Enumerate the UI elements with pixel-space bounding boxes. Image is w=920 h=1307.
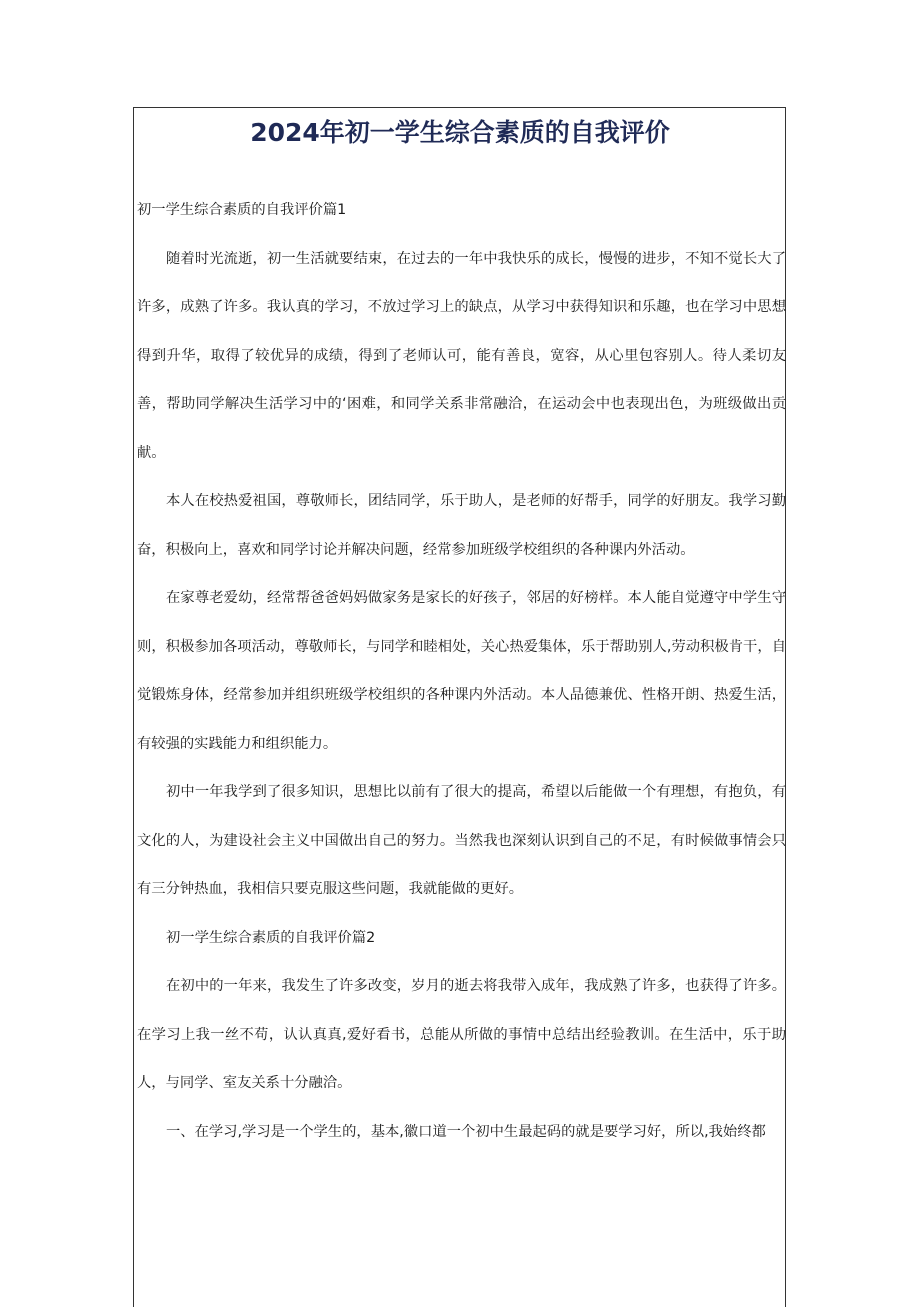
document-body	[137, 186, 786, 1156]
paragraph: 在初中的一年来，我发生了许多改变，岁月的逝去将我带入成年，我成熟了许多，也获得了许多。在学习上我一丝不苟，认认真真,爱好看书，总能从所做的事情中总结出经验教训。在生活中，乐于助人，与同学、室友关系十分融洽。	[137, 978, 786, 1091]
section-heading-1: 初一学生综合素质的自我评价篇1	[137, 202, 347, 218]
paragraph: 初中一年我学到了很多知识，思想比以前有了很大的提高，希望以后能做一个有理想，有抱负，有文化的人，为建设社会主义中国做出自己的努力。当然我也深刻认识到自己的不足，有时候做事情会只有三分钟热血，我相信只要克服这些问题，我就能做的更好。	[137, 784, 786, 897]
document-title: 2024年初一学生综合素质的自我评价	[250, 118, 670, 147]
section-heading-2: 初一学生综合素质的自我评价篇2	[166, 929, 376, 946]
paragraph: 随着时光流逝，初一生活就要结束，在过去的一年中我快乐的成长，慢慢的进步，不知不觉长大了许多，成熟了许多。我认真的学习，不放过学习上的缺点，从学习中获得知识和乐趣，也在学习中思想得到升华，取得了较优异的成绩，得到了老师认可，能有善良，宽容，从心里包容别人。待人柔切友善，帮助同学解决生活学习中的‘困难，和同学关系非常融洽，在运动会中也表现出色，为班级做出贡献。	[137, 250, 786, 461]
paragraph: 一、在学习,学习是一个学生的，基本,徽口道一个初中生最起码的就是要学习好，所以,我始终都	[166, 1123, 766, 1140]
paragraph: 本人在校热爱祖国，尊敬师长，团结同学，乐于助人，是老师的好帮手，同学的好朋友。我学习勤奋，积极向上，喜欢和同学讨论并解决问题，经常参加班级学校组织的各种课内外活动。	[137, 493, 786, 558]
paragraph: 在家尊老爱幼，经常帮爸爸妈妈做家务是家长的好孩子，邻居的好榜样。本人能自觉遵守中学生守则，积极参加各项活动，尊敬师长，与同学和睦相处，关心热爱集体，乐于帮助别人,劳动积极肯干，自觉锻炼身体，经常参加并组织班级学校组织的各种课内外活动。本人品德兼优、性格开朗、热爱生活，有较强的实践能力和组织能力。	[137, 590, 786, 752]
